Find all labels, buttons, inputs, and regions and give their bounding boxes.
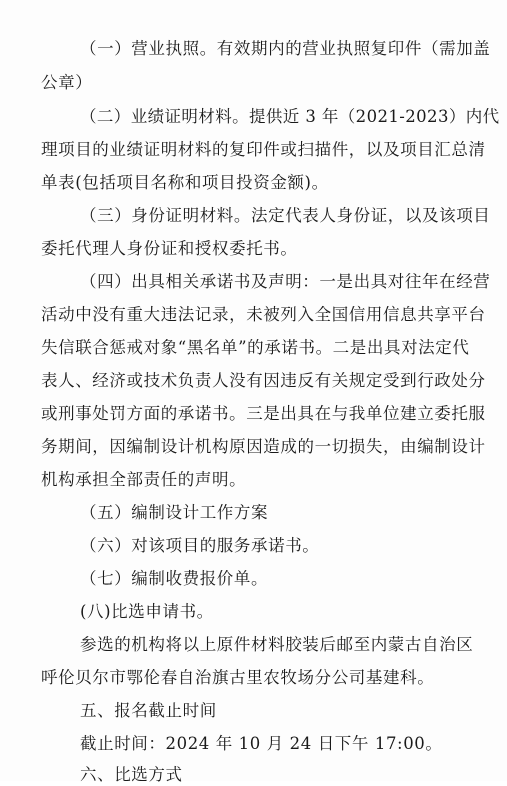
- text-line: 截止时间：2024 年 10 月 24 日下午 17:00。: [80, 734, 443, 753]
- text-line: （二）业绩证明材料。提供近 3 年（2021-2023）内代: [80, 107, 500, 126]
- text-line: 参选的机构将以上原件材料胶装后邮至内蒙古自治区: [80, 635, 474, 654]
- text-line: 委托代理人身份证和授权委托书。: [41, 239, 298, 258]
- text-line: 理项目的业绩证明材料的复印件或扫描件，以及项目汇总清: [41, 140, 486, 159]
- text-line: (八)比选申请书。: [80, 602, 214, 621]
- text-line: （三）身份证明材料。法定代表人身份证，以及该项目: [80, 206, 491, 225]
- text-line: 机构承担全部责任的声明。: [41, 470, 247, 489]
- text-line: 公章）: [41, 73, 93, 92]
- text-line: （五）编制设计工作方案: [80, 503, 269, 522]
- text-line: 五、报名截止时间: [80, 701, 217, 720]
- text-line: 呼伦贝尔市鄂伦春自治旗古里农牧场分公司基建科。: [41, 668, 435, 687]
- text-line: 务期间，因编制设计机构原因造成的一切损失，由编制设计: [41, 437, 486, 456]
- text-line: （七）编制收费报价单。: [80, 569, 269, 588]
- text-line: 单表(包括项目名称和项目投资金额)。: [41, 173, 329, 192]
- text-line: （四）出具相关承诺书及声明：一是出具对往年在经营: [80, 272, 491, 291]
- text-line: 失信联合惩戒对象“黑名单”的承诺书。二是出具对法定代: [41, 338, 470, 357]
- text-line: 六、比选方式: [80, 765, 183, 784]
- text-line: 表人、经济或技术负责人没有因违反有关规定受到行政处分: [41, 371, 486, 390]
- text-line: 或刑事处罚方面的承诺书。三是出具在与我单位建立委托服: [41, 404, 486, 423]
- text-line: （六）对该项目的服务承诺书。: [80, 536, 320, 555]
- text-line: 活动中没有重大违法记录，未被列入全国信用信息共享平台: [41, 305, 486, 324]
- text-line: （一）营业执照。有效期内的营业执照复印件（需加盖: [80, 39, 491, 58]
